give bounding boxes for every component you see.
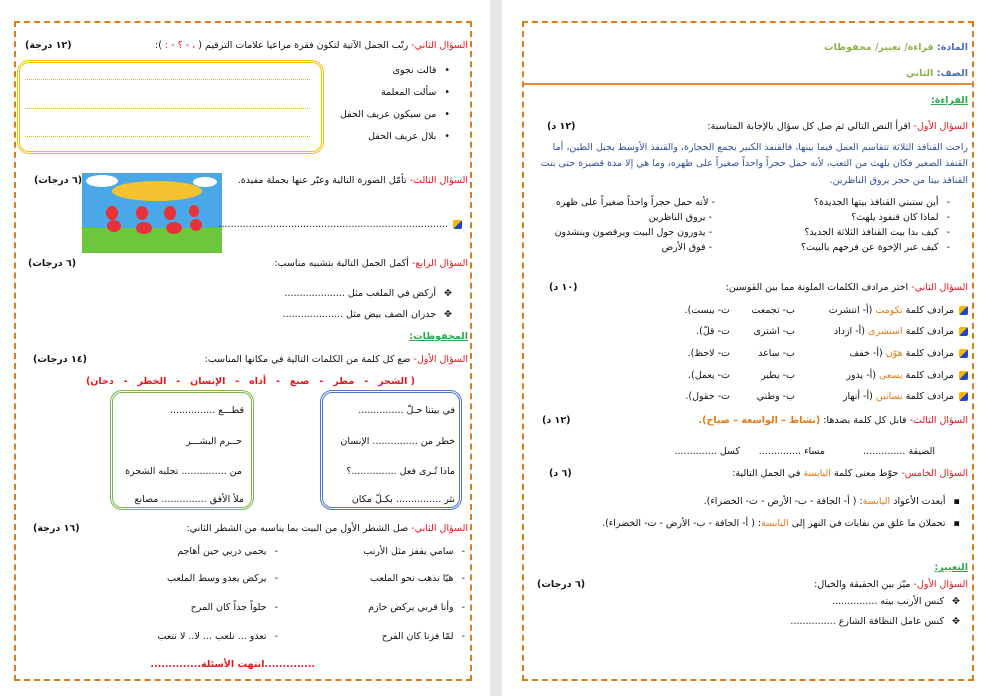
answer-line[interactable] [25, 136, 310, 137]
q3-title: السؤال الثالث- تأمّل الصورة التالية وعبّر عنها بجملة مفيدة. [237, 175, 468, 186]
exp-item[interactable]: ✥كنس الأرنب بيته ............... [832, 596, 960, 607]
diamond-bullet-icon: ✥ [952, 596, 960, 607]
exp-item[interactable]: ✥كنس عامل النظافة الشارع ............... [790, 616, 960, 627]
bullet-icon [959, 306, 968, 315]
synonym-item[interactable]: مرادف كلمة استشرى (أ- ازداد [834, 326, 968, 337]
blue-box-line[interactable]: ماذا تُـرى فعل ...............؟ [346, 466, 455, 477]
q4-marks: (٦ درجات) [28, 258, 77, 269]
exp-q1-title: السؤال الأول- ميّز بين الحقيقة والخيال: [814, 579, 968, 590]
q1-marks: (١٢ د) [547, 121, 576, 132]
answer-line[interactable] [25, 108, 310, 109]
left-page [0, 0, 490, 696]
synonym-option-c[interactable]: ت- لاحظ). [687, 348, 730, 359]
section-heading-expression: التعبير: [934, 562, 968, 573]
mem-q2-title: السؤال الثاني- صل الشطر الأول من البيت بما يناسبه من الشطر الثاني: [186, 523, 468, 534]
first-half-item[interactable]: -هيّا نذهب نحو الملعب [369, 573, 465, 584]
first-half-item[interactable]: -وأنا قربي يركض حازم [368, 602, 465, 613]
synonym-option-b[interactable]: ب- يطير [761, 370, 795, 381]
bullet-icon [453, 220, 462, 229]
second-half-item[interactable]: -يركض يعدو وسط الملعب [167, 573, 278, 584]
synonym-option-b[interactable]: ب- وطني [756, 391, 795, 402]
end-of-questions: ..............انتهت الأسئلة.............. [150, 659, 315, 670]
section-heading-memorization: المحفوظات: [409, 331, 468, 342]
second-half-item[interactable]: -تعدو ... نلعب ... لا.. لا نتعب [157, 631, 278, 642]
q4-title: السؤال الرابع- أكمل الجمل التالية بتشبيه مناسب: [274, 258, 468, 269]
synonym-option-c[interactable]: ت- يبست). [684, 305, 730, 316]
q5-marks: (٦ د) [549, 468, 572, 479]
synonym-option-c[interactable]: ت- قلّ). [696, 326, 730, 337]
diamond-bullet-icon: ✥ [952, 616, 960, 627]
blue-box-line[interactable]: خطر من ............... الإنسان [340, 436, 455, 447]
blue-box-line[interactable]: نثر ............... بكـلّ مكان [351, 494, 455, 505]
antonym-blank[interactable]: مساء .............. [758, 446, 825, 457]
synonym-item[interactable]: مرادف كلمة هوّن (أ- خفف [849, 348, 968, 359]
q5-item[interactable]: ▪تحملان ما علق من نفايات في النهر إلى اليابسة: ( أ- الجافة - ب- الأرض - ت- الخضراء). [602, 518, 960, 529]
question-label: السؤال الثاني- [411, 40, 468, 51]
grade: الصف: الثاني [905, 68, 968, 79]
green-box-line[interactable]: ملأ الأفق ............... مصانع [134, 494, 244, 505]
q4-item[interactable]: ✥جدران الصف بيض مثل .................... [282, 309, 452, 320]
subject: المادة: قراءة/ تعبير/ محفوظات [824, 42, 968, 53]
q2-marks: (١٠ د) [549, 282, 578, 293]
answer-box[interactable] [17, 60, 324, 154]
q5-item[interactable]: ▪أبعدت الأعواد اليابسة: ( أ- الجافة - ب- الأرض - ت- الخضراء). [703, 496, 960, 507]
reading-answer[interactable]: - يروق الناظرين [648, 212, 712, 223]
passage-line: راحت القنافذ الثلاثة تتقاسم العمل فيما بينها، فالقنفذ الكبير يجمع الحجارة، والقنفذ الأوسط يجبل الطين، أما [552, 142, 968, 153]
first-half-item[interactable]: -لمّا فزنا كان الفرح [381, 631, 465, 642]
synonym-item[interactable]: مرادف كلمة تكومت (أ- انتشرت [829, 305, 968, 316]
reading-question[interactable]: -كيف بدا بيت القنافذ الثلاثة الجديد؟ [804, 227, 950, 238]
passage-line: القنافذ بيتا من حجر يروق الناظرين. [829, 175, 968, 186]
mem-q1-title: السؤال الأول- ضع كل كلمة من الكلمات التالية في مكانها المناسب: [204, 354, 468, 365]
diamond-bullet-icon: ✥ [444, 288, 452, 299]
synonym-option-c[interactable]: ت- حقول). [685, 391, 730, 402]
q3-title: السؤال الثالث- قابل كل كلمة بضدها: (نشاط – الواسعة – صباح). [698, 415, 968, 426]
synonym-option-b[interactable]: ب- ساعد [758, 348, 795, 359]
bullet-icon [959, 392, 968, 401]
q3-marks: (١٢ د) [542, 415, 571, 426]
bullet-icon [959, 349, 968, 358]
reading-answer[interactable]: - لأنه حمل حجراً واحداً صغيراً على ظهره [555, 197, 715, 208]
word-bank: ( الشجر - مطر - صنع - أذاه - الإنسان - الخطر - دخان) [85, 376, 415, 387]
ants-carrying-leaf-image [82, 173, 222, 253]
reading-question[interactable]: -لماذا كان قنفوذ يلهث؟ [851, 212, 950, 223]
q5-title: السؤال الخامس- حوّط معنى كلمة اليابسة في الجمل التالية: [732, 468, 968, 479]
second-half-item[interactable]: -حلواً جداً كان المرح [190, 602, 278, 613]
q2-marks: (١٢ درجة) [25, 40, 72, 51]
reading-answer[interactable]: - يدورون حول البيت ويرقصون وينشدون [554, 227, 712, 238]
q3-marks: (٦ درجات) [34, 175, 83, 186]
green-box-line[interactable]: من ............... تجلبه الشجرة [125, 466, 242, 477]
question-text-end: ): [155, 40, 162, 51]
antonym-blank[interactable]: الضيقة .............. [863, 446, 935, 457]
mem-q1-marks: (١٤ درجات) [33, 354, 87, 365]
first-half-item[interactable]: -سامي يقفز مثل الأرنب [363, 546, 465, 557]
mem-q2-marks: (١٦ درجة) [33, 523, 80, 534]
q2-item: •قالت نجوى [392, 65, 450, 76]
diamond-bullet-icon: ✥ [444, 309, 452, 320]
synonym-option-b[interactable]: ب- تجمعت [751, 305, 795, 316]
q2-title [155, 40, 468, 51]
q1-title: السؤال الأول- اقرأ النص التالي ثم صل كل سؤال بالإجابة المناسبة: [707, 121, 968, 132]
passage-line: القنفذ الصغير فكان يلهث من التعب، لأنه حمل حجراً واحداً صغيراً على ظهره، وما هي إلا مدة قصيرة حتى بنت [540, 158, 968, 169]
blue-box-line[interactable]: في بيتنا حـلّ ............... [358, 405, 455, 416]
right-page [502, 0, 995, 696]
answer-line[interactable] [25, 79, 310, 80]
q2-title: السؤال الثاني- اختر مرادف الكلمات الملونة مما بين القوسين: [725, 282, 968, 293]
q4-item[interactable]: ✥أركض في الملعب مثل .................... [284, 288, 452, 299]
green-box-line[interactable]: حــرم البشـــر [185, 436, 242, 447]
q3-answer-line[interactable]: ............................................................................ [218, 219, 462, 230]
q2-item: •سألت المعلمة [380, 87, 450, 98]
bullet-icon [959, 371, 968, 380]
q2-item: •من سيكون عريف الحفل [339, 109, 450, 120]
exp-q1-marks: (٦ درجات) [537, 579, 586, 590]
antonym-blank[interactable]: كسل .............. [674, 446, 740, 457]
green-box-line[interactable]: قطـــع ............... [169, 405, 244, 416]
reading-question[interactable]: -كيف عبر الإخوة عن فرحهم بالبيت؟ [800, 242, 950, 253]
second-half-item[interactable]: -يحمي دربي حين أهاجم [177, 546, 278, 557]
synonym-item[interactable]: مرادف كلمة بساتين (أ- أنهار [843, 391, 968, 402]
question-text: رتّب الجمل الآتية لتكون فقرة مراعيا علامات الترقيم ( [198, 40, 409, 51]
section-heading-reading: القراءة: [930, 95, 968, 106]
header-divider [524, 83, 972, 85]
synonym-item[interactable]: مرادف كلمة يسعى (أ- يدور [846, 370, 968, 381]
reading-answer[interactable]: - فوق الأرض [661, 242, 712, 253]
bullet-icon [959, 327, 968, 336]
punctuation-marks: ، - ؟ - : [164, 40, 196, 51]
reading-question[interactable]: -أين ستبني القنافذ بيتها الجديدة؟ [813, 197, 950, 208]
q2-item: •بلال عريف الحفل [368, 131, 450, 142]
synonym-option-c[interactable]: ت- يعمل). [687, 370, 730, 381]
synonym-option-b[interactable]: ب- اشترى [753, 326, 795, 337]
